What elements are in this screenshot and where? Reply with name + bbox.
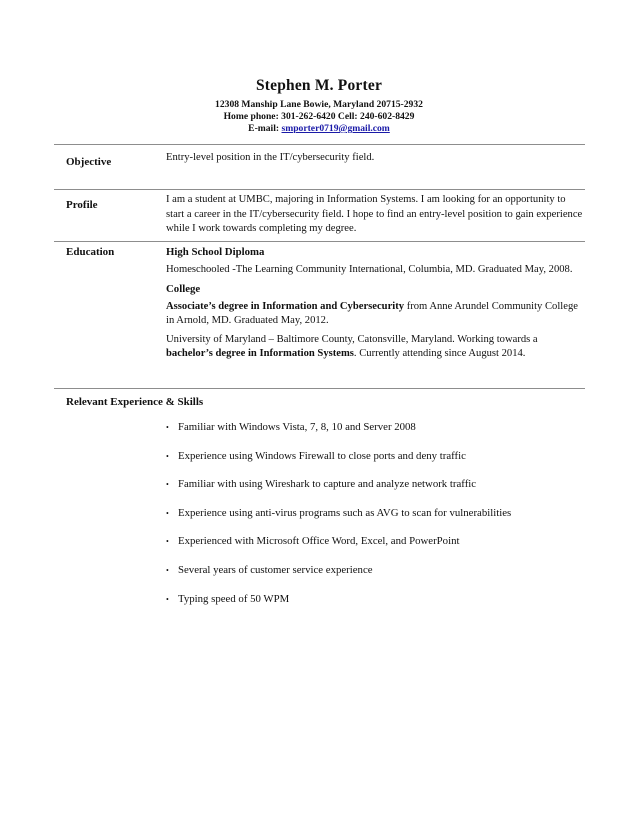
education-content xyxy=(166,245,586,366)
bachelor-degree-title: bachelor’s degree in Information Systems xyxy=(166,348,354,359)
objective-label: Objective xyxy=(66,156,112,168)
objective-text: Entry-level position in the IT/cybersecurity field. xyxy=(166,152,375,163)
university-name: University of Maryland – Baltimore County, Catonsville, Maryland. Working towards a xyxy=(166,333,538,345)
skill-item xyxy=(166,506,586,535)
skill-item xyxy=(166,420,586,449)
associate-degree-details: from Anne Arundel Community College in Arnold, MD. Graduated May, 2012. xyxy=(166,300,578,326)
email-label: E-mail: xyxy=(248,123,280,134)
bullet-icon: • xyxy=(166,565,169,575)
bullet-icon: • xyxy=(166,480,169,490)
bullet-icon: • xyxy=(166,508,169,518)
skill-item xyxy=(166,592,586,621)
bullet-icon: • xyxy=(166,594,169,604)
skill-item xyxy=(166,449,586,478)
bullet-icon: • xyxy=(166,423,169,432)
address-line: 12308 Manship Lane Bowie, Maryland 20715-2932 xyxy=(215,99,423,110)
bullet-icon: • xyxy=(166,451,169,461)
skill-text: Experience using anti-virus programs such as AVG to scan for vulnerabilities xyxy=(178,506,512,519)
section-divider xyxy=(54,241,585,242)
education-label: Education xyxy=(66,246,115,258)
skills-heading: Relevant Experience & Skills xyxy=(66,396,204,408)
college-heading: College xyxy=(166,282,201,295)
profile-text: I am a student at UMBC, majoring in Information Systems. I am looking for an opportunity to start a career in the IT/cybersecurity field. I hope to find an entry-level position to gain experience while I work towards completing my degree. xyxy=(166,194,583,234)
skill-text: Experienced with Microsoft Office Word, Excel, and PowerPoint xyxy=(178,535,460,548)
skill-text: Familiar with Windows Vista, 7, 8, 10 and Server 2008 xyxy=(178,421,416,433)
section-divider xyxy=(54,388,585,389)
section-divider xyxy=(54,189,585,190)
skill-item xyxy=(166,563,586,592)
skills-list xyxy=(166,420,586,620)
section-divider xyxy=(54,144,585,145)
email-line xyxy=(0,123,638,135)
email-link[interactable]: smporter0719@gmail.com xyxy=(281,123,390,134)
skill-text: Several years of customer service experience xyxy=(178,563,373,576)
university-text xyxy=(166,333,586,362)
phone-line: Home phone: 301-262-6420 Cell: 240-602-8429 xyxy=(223,111,415,122)
skill-item xyxy=(166,534,586,563)
high-school-text: Homeschooled -The Learning Community International, Columbia, MD. Graduated May, 2008. xyxy=(166,264,573,275)
high-school-heading: High School Diploma xyxy=(166,246,265,258)
skill-text: Experience using Windows Firewall to close ports and deny traffic xyxy=(178,449,466,462)
associate-degree-text xyxy=(166,300,586,329)
skill-text: Familiar with using Wireshark to capture and analyze network traffic xyxy=(178,478,477,491)
bachelor-degree-details: . Currently attending since August 2014. xyxy=(353,348,526,359)
bullet-icon: • xyxy=(166,537,169,547)
associate-degree-title: Associate’s degree in Information and Cybersecurity xyxy=(166,300,405,312)
skill-item xyxy=(166,477,586,506)
resume-name: Stephen M. Porter xyxy=(255,77,383,94)
profile-label: Profile xyxy=(66,199,98,211)
skill-text: Typing speed of 50 WPM xyxy=(178,592,290,605)
